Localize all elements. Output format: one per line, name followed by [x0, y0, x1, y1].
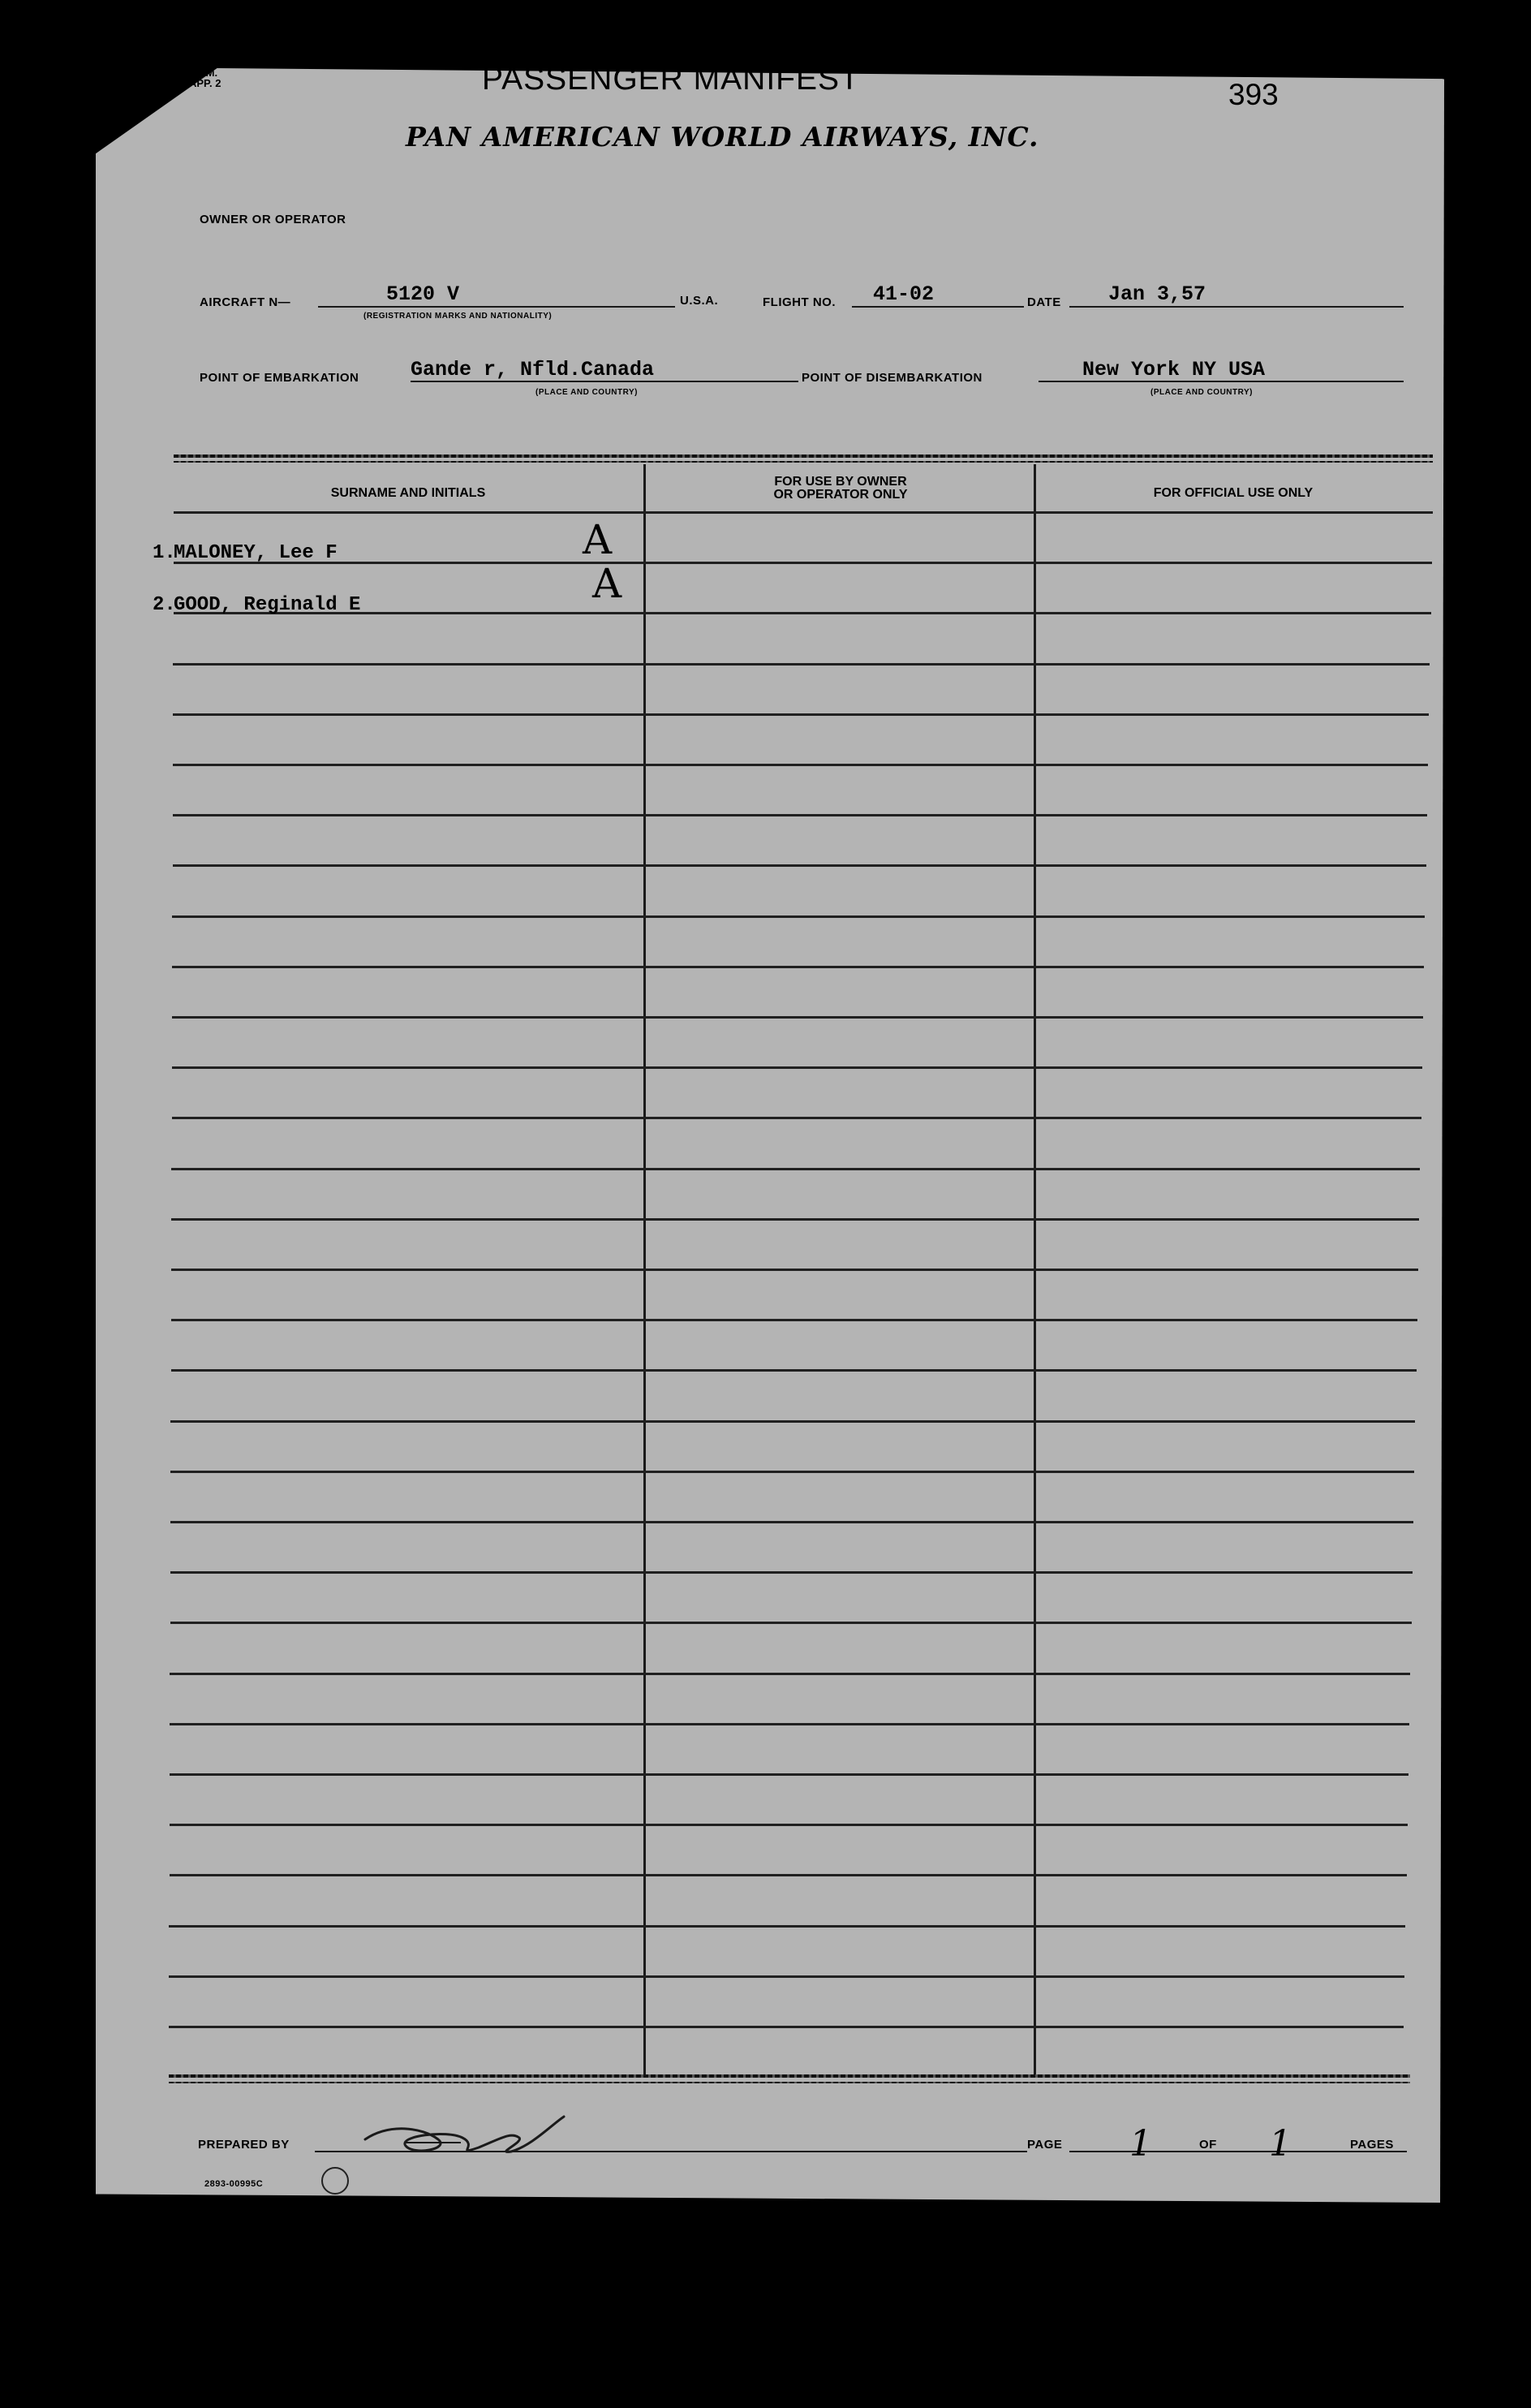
passenger-1-mark: A — [583, 516, 613, 563]
of-label: OF — [1199, 2138, 1217, 2152]
column-header-official-use: FOR OFFICIAL USE ONLY — [1153, 486, 1314, 500]
table-bottom-rule — [169, 2074, 1410, 2078]
flight-value: 41-02 — [873, 282, 935, 306]
table-row-line — [170, 1471, 1414, 1473]
table-row-line — [170, 1521, 1413, 1523]
table-row-line — [172, 915, 1425, 918]
flight-label: FLIGHT NO. — [763, 295, 836, 309]
registration-caption: (REGISTRATION MARKS AND NATIONALITY) — [363, 312, 553, 321]
aircraft-value: 5120 V — [386, 282, 460, 306]
country-label: U.S.A. — [680, 294, 719, 308]
page-title: PASSENGER MANIFEST — [482, 62, 860, 97]
table-row-line — [172, 1066, 1422, 1069]
table-bottom-rule-2 — [169, 2082, 1410, 2083]
table-row-line — [173, 764, 1428, 766]
table-row-line — [171, 1168, 1420, 1170]
table-row-line — [173, 864, 1426, 867]
table-row-line — [170, 1874, 1407, 1876]
table-row-line — [173, 814, 1427, 816]
table-row-line — [174, 511, 1433, 514]
table-row-line — [170, 1622, 1412, 1624]
table-row-line — [169, 2026, 1404, 2028]
flight-underline — [852, 306, 1024, 308]
owner-value: PAN AMERICAN WORLD AIRWAYS, INC. — [406, 121, 1039, 153]
table-row-line — [171, 1218, 1419, 1221]
prepared-by-label: PREPARED BY — [198, 2138, 290, 2152]
column-header-surname: SURNAME AND INITIALS — [330, 486, 486, 500]
passenger-2-name: GOOD, Reginald E — [174, 594, 361, 616]
printer-seal-icon — [321, 2167, 349, 2195]
table-row-line — [170, 1571, 1413, 1574]
aircraft-underline — [318, 306, 675, 308]
table-row-line — [170, 1824, 1408, 1826]
passenger-2-number: 2. — [153, 594, 176, 616]
form-number: 2893-00995C — [204, 2179, 264, 2189]
disembarkation-label: POINT OF DISEMBARKATION — [802, 371, 983, 385]
approval-note: APPROVED SYSTEM F.A.L. COMM. ICAO ANNEX 9—APP. 2 — [104, 56, 221, 89]
page-total: 1 — [1269, 2123, 1292, 2165]
table-row-line — [170, 1420, 1415, 1423]
table-row-line — [174, 612, 1431, 614]
embarkation-value: Gande r, Nfld.Canada — [411, 358, 655, 381]
date-value: Jan 3,57 — [1108, 282, 1206, 306]
embarkation-label: POINT OF EMBARKATION — [200, 371, 359, 385]
table-row-line — [171, 1369, 1417, 1372]
table-row-line — [174, 562, 1432, 564]
page-label: PAGE — [1027, 2138, 1063, 2152]
table-top-rule — [174, 454, 1433, 458]
table-row-line — [171, 1269, 1418, 1271]
column-header-owner-use: FOR USE BY OWNER OR OPERATOR ONLY — [773, 475, 908, 502]
sheet-number: 393 — [1228, 78, 1279, 111]
table-row-line — [169, 1975, 1404, 1978]
table-row-line — [173, 663, 1430, 666]
table-row-line — [170, 1673, 1410, 1675]
table-row-line — [170, 1773, 1408, 1776]
table-row-line — [172, 1117, 1421, 1119]
table-row-line — [169, 1925, 1405, 1928]
table-row-line — [173, 713, 1429, 716]
table-row-line — [172, 966, 1424, 968]
table-row-line — [171, 1319, 1417, 1321]
disembarkation-value: New York NY USA — [1082, 358, 1266, 381]
table-row-line — [172, 1016, 1423, 1019]
date-label: DATE — [1027, 295, 1061, 309]
date-underline — [1069, 306, 1404, 308]
embarkation-caption: (PLACE AND COUNTRY) — [535, 388, 638, 397]
signature-scribble — [357, 2107, 584, 2164]
table-row-line — [170, 1723, 1409, 1725]
aircraft-label: AIRCRAFT N— — [200, 295, 291, 309]
table-top-rule-2 — [174, 461, 1433, 463]
passenger-2-mark: A — [592, 560, 622, 607]
disembarkation-caption: (PLACE AND COUNTRY) — [1150, 388, 1253, 397]
owner-label: OWNER OR OPERATOR — [200, 213, 346, 226]
passenger-1-name: MALONEY, Lee F — [174, 542, 338, 564]
pages-label: PAGES — [1350, 2138, 1394, 2152]
passenger-1-number: 1. — [153, 542, 176, 564]
page-number: 1 — [1129, 2123, 1152, 2165]
